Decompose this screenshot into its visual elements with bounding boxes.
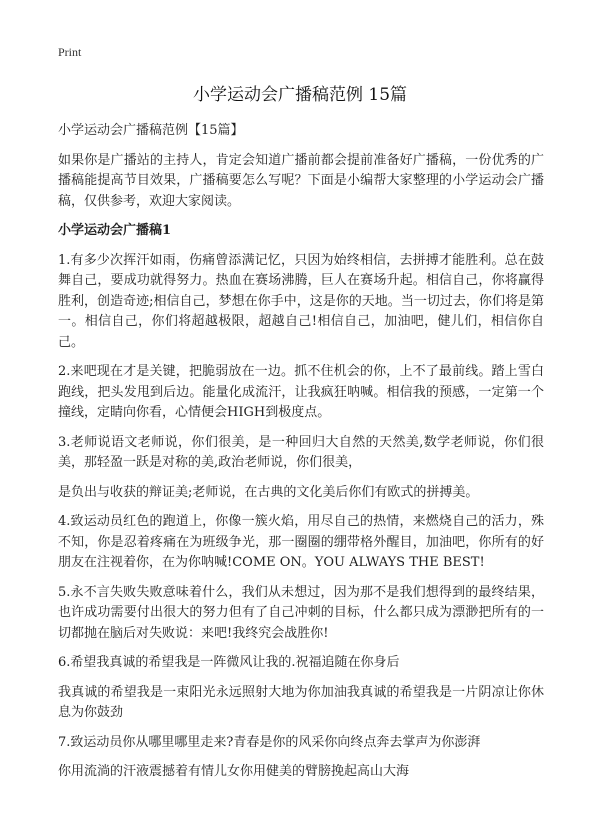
page-title: 小学运动会广播稿范例 15篇 <box>192 85 408 105</box>
list-item: 你用流淌的汗液震撼着有情儿女你用健美的臂膀挽起高山大海 <box>58 764 410 779</box>
list-item: 5.永不言失败失败意味着什么，我们从未想过，因为那不是我们想得到的最终结果，也许成功需要付出很大的努力但有了自己冲刺的目标，什么都只成为漂渺把所有的一切都抛在脑后对失败说：来吧!我终究会战胜你! <box>58 584 544 641</box>
print-link[interactable]: Print <box>58 45 82 59</box>
section-heading: 小学运动会广播稿1 <box>58 223 172 238</box>
article-body <box>58 121 544 792</box>
list-item: 1.有多少次挥汗如雨，伤痛曾添满记忆，只因为始终相信，去拼搏才能胜利。总在鼓舞自己，要成功就得努力。热血在赛场沸腾，巨人在赛场升起。相信自己，你将赢得胜利，创造奇迹;相信自己，梦想在你手中，这是你的天地。当一切过去，你们将是第一。相信自己，你们将超越极限，超越自己!相信自己，加油吧，健儿们，相信你自己。 <box>58 252 544 350</box>
list-item: 6.希望我真诚的希望我是一阵微风让我的.祝福追随在你身后 <box>58 655 400 670</box>
list-item: 是负出与收获的辩证美;老师说，在古典的文化美后你们有欧式的拼搏美。 <box>58 484 479 500</box>
intro-paragraph: 如果你是广播站的主持人，肯定会知道广播前都会提前准备好广播稿，一份优秀的广播稿能提高节目效果，广播稿要怎么写呢？下面是小编帮大家整理的小学运动会广播稿，仅供参考，欢迎大家阅读。 <box>58 152 544 209</box>
list-item: 4.致运动员红色的跑道上，你像一簇火焰，用尽自己的热情，来燃烧自己的活力，殊不知，你是忍着疼痛在为班级争光，那一圈圈的绷带格外醒目，加油吧，你所有的好朋友在注视着你，在为你呐喊!COME ON。YOU ALWAYS THE BEST! <box>58 514 544 570</box>
list-item: 7.致运动员你从哪里哪里走来?青春是你的风采你向终点奔去掌声为你澎湃 <box>58 734 481 750</box>
article-subtitle: 小学运动会广播稿范例【15篇】 <box>58 123 244 138</box>
list-item: 2.来吧现在才是关键，把脆弱放在一边。抓不住机会的你，上不了最前线。踏上雪白跑线，把头发甩到后边。能量化成流汗，让我疯狂呐喊。相信我的预感，一定第一个撞线，定睛向你看，心情便会HIGH到极度点。 <box>58 364 544 420</box>
list-item: 我真诚的希望我是一束阳光永远照射大地为你加油我真诚的希望我是一片阴凉让你休息为你鼓劲 <box>58 684 544 720</box>
list-item: 3.老师说语文老师说，你们很美，是一种回归大自然的天然美,数学老师说，你们很美，那轻盈一跃是对称的美,政治老师说，你们很美， <box>58 434 544 470</box>
